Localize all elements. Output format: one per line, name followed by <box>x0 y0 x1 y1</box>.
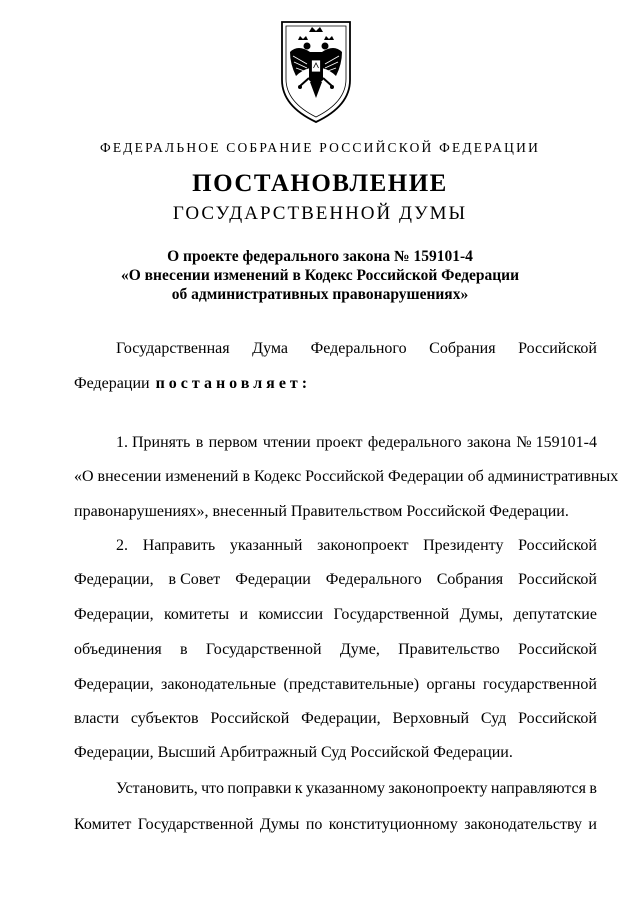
word: Правительство <box>398 641 500 658</box>
word: Федерального <box>325 571 422 588</box>
word: Думе, <box>339 641 380 658</box>
word: Президенту <box>423 537 504 554</box>
word: (представительные) <box>283 676 420 693</box>
preamble-line-2 <box>74 375 597 393</box>
organization-name: ФЕДЕРАЛЬНОЕ СОБРАНИЕ РОССИЙСКОЙ ФЕДЕРАЦИИ <box>99 140 541 155</box>
heading-line-3: об административных правонарушениях» <box>171 286 469 303</box>
word: в <box>589 780 597 797</box>
text: «О внесении изменений в Кодекс Российской Федерации об административных <box>74 468 619 485</box>
word: Российской <box>518 641 597 658</box>
word: законопроекту <box>388 780 488 797</box>
word: субъектов <box>130 710 199 727</box>
word: депутатские <box>513 606 597 623</box>
word: 2. <box>116 537 128 554</box>
word: органы <box>426 676 476 693</box>
word: Государственной <box>333 606 450 623</box>
word: Российской <box>518 571 597 588</box>
paragraph-2-line-3 <box>74 606 597 624</box>
paragraph-2-line-5 <box>74 676 597 694</box>
word: в <box>195 434 204 451</box>
word: к <box>294 780 303 797</box>
heading-line-2: «О внесении изменений в Кодекс Российской Федерации <box>120 267 520 284</box>
text: Федерации, Высший Арбитражный Суд Российской Федерации. <box>74 744 513 761</box>
word: Федерации, <box>74 571 154 588</box>
word: и <box>239 606 249 623</box>
word: проект <box>316 434 363 451</box>
word: комиссии <box>258 606 324 623</box>
word: государственной <box>482 676 597 693</box>
coat-of-arms-emblem <box>276 18 356 126</box>
word: в Совет <box>168 571 221 588</box>
paragraph-1-line-3 <box>74 503 597 521</box>
paragraph-2-line-1 <box>116 537 597 555</box>
word: Комитет <box>74 816 132 833</box>
preamble-line-1 <box>116 340 597 358</box>
resolution-heading <box>60 247 580 304</box>
word: Федерации <box>74 375 150 392</box>
word: Федерального <box>310 340 407 357</box>
word: комитеты <box>163 606 230 623</box>
paragraph-2-line-6 <box>74 710 597 728</box>
word: поправки <box>227 780 292 797</box>
word: Думы <box>259 816 300 833</box>
word: Российской <box>210 710 290 727</box>
paragraph-2-line-4 <box>74 641 597 659</box>
heading-line-1: О проекте федерального закона № 159101-4 <box>167 248 473 265</box>
word: чтении <box>262 434 311 451</box>
word: Думы, <box>459 606 504 623</box>
paragraph-3-line-2 <box>74 816 597 834</box>
word: Федерации, <box>74 676 154 693</box>
word: объединения <box>74 641 162 658</box>
paragraph-1-line-1 <box>116 434 597 452</box>
word: первом <box>208 434 258 451</box>
word: законодательные <box>161 676 277 693</box>
word: законопроект <box>317 537 409 554</box>
word: по <box>305 816 323 833</box>
word: что <box>201 780 224 797</box>
document-subtitle: ГОСУДАРСТВЕННОЙ ДУМЫ <box>172 203 468 224</box>
word: направляются <box>490 780 587 797</box>
word: Собрания <box>436 571 504 588</box>
word: Федерации <box>235 571 311 588</box>
word: Государственная <box>116 340 230 357</box>
word: Российской <box>518 710 597 727</box>
word: Государственной <box>137 816 254 833</box>
text: правонарушениях», внесенный Правительством Российской Федерации. <box>74 503 569 520</box>
paragraph-1-line-2 <box>74 468 619 486</box>
word: Дума <box>252 340 288 357</box>
word: Российской <box>518 537 597 554</box>
word: Собрания <box>429 340 496 357</box>
word: Российской <box>518 340 597 357</box>
paragraph-3-line-1 <box>116 780 597 798</box>
word: законодательству <box>464 816 582 833</box>
word: конституционному <box>328 816 458 833</box>
paragraph-2-line-2 <box>74 571 597 589</box>
word: закона <box>466 434 512 451</box>
word: федерального <box>367 434 462 451</box>
word: 1. Принять <box>116 434 191 451</box>
word: Государственной <box>205 641 322 658</box>
word: и <box>588 816 597 833</box>
word: Суд <box>480 710 507 727</box>
word: в <box>180 641 188 658</box>
word: Установить, <box>116 780 198 797</box>
word: Верховный <box>392 710 470 727</box>
word: указанный <box>229 537 303 554</box>
word: Направить <box>142 537 216 554</box>
word: власти <box>74 710 120 727</box>
word: указанному <box>305 780 385 797</box>
resolves-word: постановляет: <box>155 375 312 392</box>
word: Федерации, <box>74 606 154 623</box>
word: Федерации, <box>301 710 381 727</box>
word: № 159101-4 <box>516 434 597 451</box>
paragraph-2-line-7 <box>74 744 597 762</box>
document-title: ПОСТАНОВЛЕНИЕ <box>192 170 448 197</box>
